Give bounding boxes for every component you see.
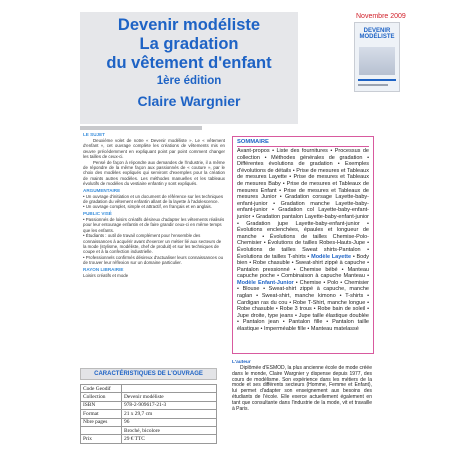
title-line-2: La gradation [139, 35, 239, 53]
table-key: Collection [81, 393, 122, 401]
left-column [83, 132, 225, 278]
release-date: Novembre 2009 [356, 13, 406, 20]
cover-illustration [359, 47, 395, 75]
cover-stripe [358, 79, 396, 81]
public-item-2: • Étudiants : outil de travail complément pour l'ensemble des connaissances à acquérir avant d'exercer un métier lié aux secteurs de la mode (stylisme, modéliste, chef de produit) et sur les techniques de coupe et à la confection industrielle. [83, 233, 222, 255]
table-value [122, 385, 217, 393]
table-value: 978-2-909617-21-3 [122, 401, 217, 409]
table-value: 21 x 29,7 cm [122, 410, 217, 418]
rayon-text: Loisirs créatifs et mode [83, 272, 129, 278]
public-item-1: • Passionnés de loisirs créatifs désireux d'adapter les vêtements réalisés pour leur entourage enfantin et de faire grandir ceux-ci en même temps que les enfants. [83, 216, 225, 233]
sommaire-text-2: • Body bien • Robe chasuble • Sweat-shirt zippé à capuche • Pantalon pressionné • Chemise bébé • Manteau capuche poche • Combinaison à capuche Manteau • [237, 253, 370, 280]
argumentaire-heading: ARGUMENTAIRE [83, 187, 121, 193]
table-row [81, 385, 217, 393]
characteristics-heading: CARACTÉRISTIQUES DE L'OUVRAGE [80, 368, 217, 380]
cover-title: DEVENIR MODÉLISTE [359, 28, 395, 40]
table-row [81, 435, 217, 443]
sujet-paragraph-2: Pensé de façon à répondre aux demandes de l'industrie, il a même de répondre de la même façon aux passionnés de « couture », par le choix des modèles expliqués qui serviront d'exemples pour la création de maints autres modèles. Les méthodes manuelles et les tableaux évolutifs de modèles du vestiaire enfantin y sont expliqués. [83, 159, 225, 187]
public-heading: PUBLIC VISÉ [83, 210, 112, 216]
table-value: 96 [122, 418, 217, 426]
table-value: Broché, bicolore [122, 426, 217, 434]
table-row [81, 418, 217, 426]
sommaire-highlight-layette: Modèle Layette [311, 253, 352, 260]
title-line-1: Devenir modéliste [117, 16, 261, 34]
title-box [80, 12, 298, 124]
argumentaire-item-1: • Un ouvrage d'initiation et un document de référence sur les techniques de gradation du vêtement enfantin allant de la layette à l'adolescence. [83, 193, 224, 205]
author-section [232, 360, 372, 412]
rayon-heading: RAYON LIBRAIRIE [83, 266, 124, 272]
header-underline [80, 126, 202, 130]
table-key: Code Geodif [81, 385, 122, 393]
author-name: Claire Wargnier [137, 93, 241, 109]
table-row [81, 426, 217, 434]
table-key: Nbre pages [81, 418, 122, 426]
table-value: 29 € TTC [122, 435, 217, 443]
sommaire-heading: SOMMAIRE [237, 139, 369, 147]
sujet-paragraph-1: Deuxième volet de notre « Devenir modéliste ». Le « vêtement d'enfant », cet ouvrage complète les créations de vêtements mis en œuvre précédemment en expliquant point par point comment changer les tailles de ceux-ci. [83, 138, 225, 160]
table-row [81, 393, 217, 401]
title-line-3: du vêtement d'enfant [106, 54, 272, 72]
sommaire-text-3: • Chemise • Polo • Chemisier • Blouse • Sweat-shirt zippé à capuche, manche raglan • Sweat-shirt, manche kimono • T-shirts • Cardigan ras du cou • Robe T-Shirt, manche longue • Robe chasuble • Robe 3 trous • Robe bain de soleil • Jupe droite, type jeans • Jupe taille élastique doublée • Pantalon jean • Pantalon fille • Pantalon taille élastique • Imperméable fille • Manteau matelassé [237, 279, 369, 333]
characteristics-box [80, 368, 217, 444]
author-heading: L'auteur [232, 360, 251, 365]
book-cover-thumbnail [354, 22, 400, 92]
table-row [81, 410, 217, 418]
table-key [81, 426, 122, 434]
sujet-heading: LE SUJET [83, 132, 105, 137]
edition-label: 1ère édition [156, 75, 222, 87]
argumentaire-item-2: • Un ouvrage complet, simple et attractif, en français et en anglais. [83, 204, 212, 210]
cover-stripe-secondary [358, 84, 388, 86]
table-value: Devenir modéliste [122, 393, 217, 401]
table-key: Prix [81, 435, 122, 443]
characteristics-table [80, 384, 217, 444]
public-item-3: • Professionnels confirmés désireux d'actualiser leurs connaissances ou de trouver leur réflexion sur un domaine particulier. [83, 254, 224, 266]
sommaire-box [232, 136, 374, 354]
author-bio: Diplômée d'ESMOD, la plus ancienne école de mode créée dans le monde, Claire Wargnier y dispense depuis 1977, des cours de modélisme. Son expérience dans les métiers de la mode et ses différents secteurs (Homme, Femme et Enfant), lui permet d'adapter son enseignement aux besoins des étudiants de l'école. Elle exerce actuellement également en tant que consultante dans l'industrie de la mode, vit et travaille à Paris. [232, 365, 372, 412]
table-key: Format [81, 410, 122, 418]
sommaire-highlight-enfant-junior: Modèle Enfant-Junior [237, 279, 294, 286]
sommaire-text-1: Avant-propos • Liste des fournitures • Processus de collection • Méthodes générales de gradation • Différentes évolutions de gradation • Exemples d'évolutions de détails • Prise de mesures et Tableaux de mesures Layette • Prise de mesures et Tableaux de mesures Baby • Prise de mesures et Tableaux de mesures Enfant • Prise de mesures et Tableaux de mesures Junior • Gradation corsage Layette-baby-enfant-junior • Gradation manche Layette-baby-enfant-junior • Gradation col Layette-baby-enfant-junior • Gradation pantalon Layette-baby-enfant-junior • Gradation jupe Layette-baby-enfant-junior • Évolutions enclenchées, épaules et longueur de manche • Évolutions de tailles Chemise-Polo-Chemisier • Évolutions de tailles Robes-Hauts-Jupe • Évolutions de tailles Sweat shirts-Pantalon • Évolutions de tailles T-shirts • [237, 148, 369, 260]
table-row [81, 401, 217, 409]
sommaire-body [237, 148, 369, 333]
table-key: ISBN [81, 401, 122, 409]
